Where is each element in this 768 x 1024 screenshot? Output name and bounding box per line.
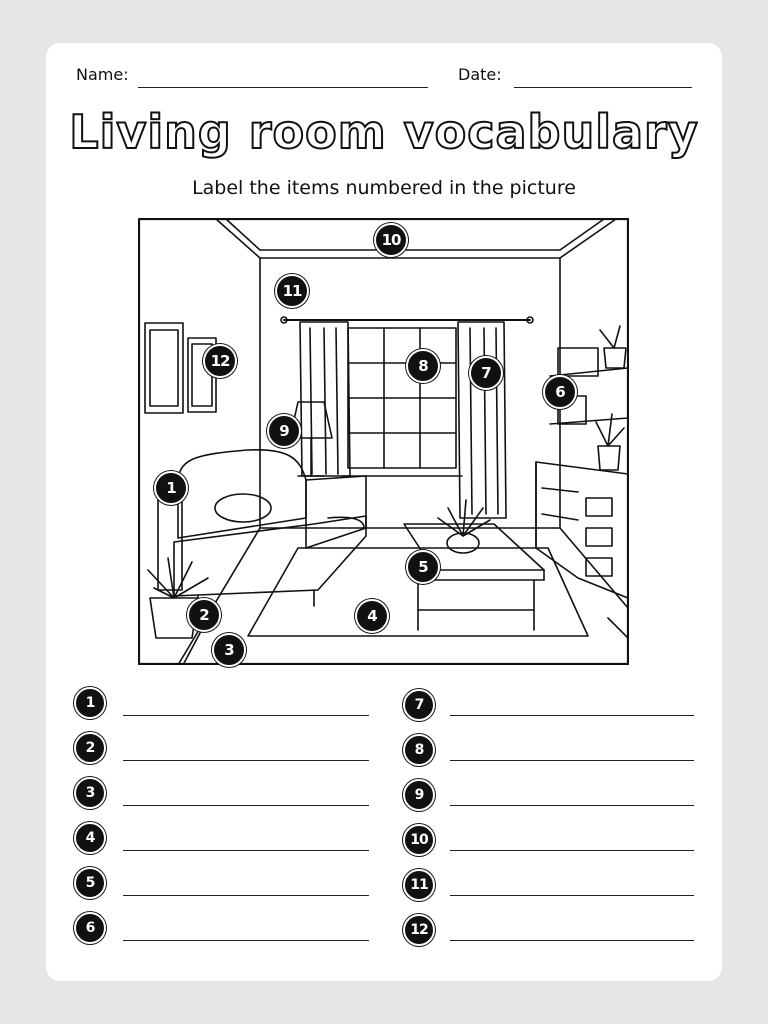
living-room-illustration	[138, 218, 629, 665]
picture-badge-9: 9	[267, 414, 301, 448]
answer-line-7[interactable]	[450, 715, 694, 716]
answer-badge-9: 9	[403, 779, 435, 811]
instructions: Label the items numbered in the picture	[192, 177, 576, 199]
picture-badge-3: 3	[212, 633, 246, 667]
answer-line-1[interactable]	[123, 715, 369, 716]
picture-badge-1: 1	[154, 471, 188, 505]
page-title: Living room vocabulary	[69, 105, 699, 159]
answer-badge-6: 6	[74, 912, 106, 944]
answer-badge-5: 5	[74, 867, 106, 899]
sofa-icon	[158, 450, 366, 608]
answer-line-5[interactable]	[123, 895, 369, 896]
name-label: Name:	[76, 65, 129, 84]
answer-line-12[interactable]	[450, 940, 694, 941]
picture-badge-10: 10	[374, 223, 408, 257]
answer-line-9[interactable]	[450, 805, 694, 806]
answer-badge-12: 12	[403, 914, 435, 946]
date-label: Date:	[458, 65, 502, 84]
answer-badge-8: 8	[403, 734, 435, 766]
answer-line-3[interactable]	[123, 805, 369, 806]
worksheet	[46, 43, 722, 981]
answer-line-8[interactable]	[450, 760, 694, 761]
answer-line-11[interactable]	[450, 895, 694, 896]
answer-line-2[interactable]	[123, 760, 369, 761]
answer-line-10[interactable]	[450, 850, 694, 851]
answer-badge-3: 3	[74, 777, 106, 809]
answer-badge-1: 1	[74, 687, 106, 719]
answer-badge-11: 11	[403, 869, 435, 901]
picture-badge-4: 4	[355, 599, 389, 633]
picture-badge-2: 2	[187, 598, 221, 632]
picture-badge-6: 6	[543, 375, 577, 409]
answer-badge-7: 7	[403, 689, 435, 721]
living-room-drawing	[138, 218, 629, 665]
answer-badge-4: 4	[74, 822, 106, 854]
picture-badge-7: 7	[469, 356, 503, 390]
date-field[interactable]	[514, 87, 692, 88]
answer-line-6[interactable]	[123, 940, 369, 941]
answer-line-4[interactable]	[123, 850, 369, 851]
picture-badge-11: 11	[275, 274, 309, 308]
window-icon	[342, 328, 462, 476]
answer-badge-10: 10	[403, 824, 435, 856]
picture-badge-5: 5	[406, 550, 440, 584]
picture-badge-12: 12	[203, 344, 237, 378]
curtain-icon	[281, 317, 533, 518]
answer-badge-2: 2	[74, 732, 106, 764]
name-field[interactable]	[138, 87, 428, 88]
picture-badge-8: 8	[406, 349, 440, 383]
